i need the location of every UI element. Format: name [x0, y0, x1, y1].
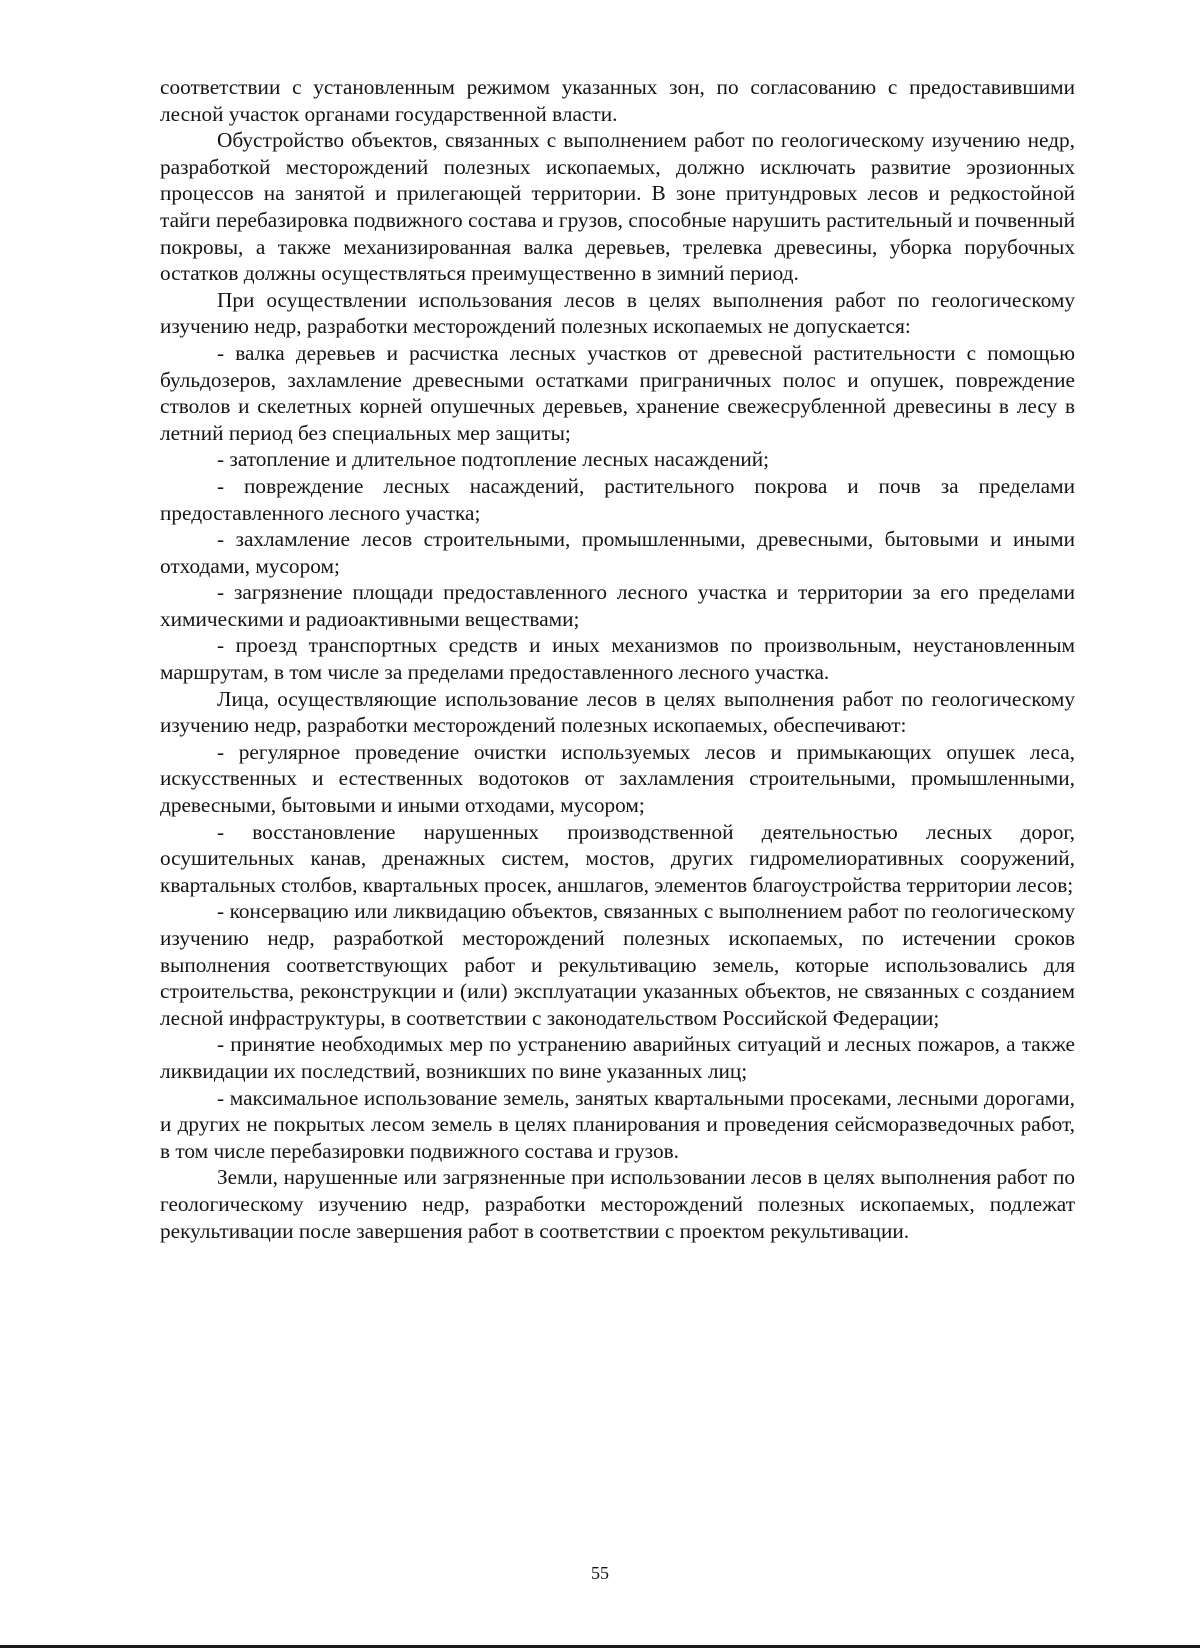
obligation-item-land-use: - максимальное использование земель, занятых квартальными просеками, лесными дорогами, и других не покрытых лесом земель в целях планирования и проведения сейсморазведочных работ, в том числе перебазировки подвижного состава и грузов. [160, 1085, 1075, 1163]
paragraph-facilities-arrangement: Обустройство объектов, связанных с выполнением работ по геологическому изучению недр, разработкой месторождений полезных ископаемых, должно исключать развитие эрозионных процессов на занятой и прилегающей территории. В зоне притундровых лесов и редкостойной тайги перебазировка подвижного состава и грузов, способные нарушить растительный и почвенный покровы, а также механизированная валка деревьев, трелевка древесины, уборка порубочных остатков должны осуществляться преимущественно в зимний период. [160, 128, 1075, 286]
paragraph-continuation: соответствии с установленным режимом указанных зон, по согласованию с предоставившими лесной участок органами государственной власти. [160, 75, 1075, 126]
paragraph-prohibitions-intro: При осуществлении использования лесов в целях выполнения работ по геологическому изучению недр, разработки месторождений полезных ископаемых не допускается: [160, 287, 1075, 339]
prohibition-item-damage: - повреждение лесных насаждений, растительного покрова и почв за пределами предоставленного лесного участка; [160, 473, 1075, 525]
page-number: 55 [591, 1563, 609, 1583]
obligation-item-cleaning: - регулярное проведение очистки используемых лесов и примыкающих опушек леса, искусственных и естественных водотоков от захламления строительными, промышленными, древесными, бытовыми и иными отходами, мусором; [160, 739, 1075, 818]
obligation-item-conservation: - консервацию или ликвидацию объектов, связанных с выполнением работ по геологическому изучению недр, разработкой месторождений полезных ископаемых, по истечении сроков выполнения соответствующих работ и рекультивацию земель, которые использовались для строительства, реконструкции и (или) эксплуатации указанных объектов, не связанных с созданием лесной инфраструктуры, в соответствии с законодательством Российской Федерации; [160, 899, 1075, 1030]
prohibition-item-vehicles: - проезд транспортных средств и иных механизмов по произвольным, неустановленным маршрутам, в том числе за пределами предоставленного лесного участка. [160, 633, 1075, 685]
bottom-rule [0, 1645, 1200, 1648]
prohibition-item-felling: - валка деревьев и расчистка лесных участков от древесной растительности с помощью бульдозеров, захламление древесными остатками приграничных полос и опушек, повреждение стволов и скелетных корней опушечных деревьев, хранение свежесрубленной древесины в лесу в летний период без специальных мер защиты; [160, 340, 1075, 445]
paragraph-obligations-intro: Лица, осуществляющие использование лесов в целях выполнения работ по геологическому изучению недр, разработки месторождений полезных ископаемых, обеспечивают: [160, 686, 1075, 738]
obligation-item-restoration: - восстановление нарушенных производственной деятельностью лесных дорог, осушительных канав, дренажных систем, мостов, других гидромелиоративных сооружений, квартальных столбов, квартальных просек, аншлагов, элементов благоустройства территории лесов; [160, 819, 1075, 897]
obligation-item-emergency: - принятие необходимых мер по устранению аварийных ситуаций и лесных пожаров, а также ликвидации их последствий, возникших по вине указанных лиц; [160, 1032, 1075, 1083]
prohibition-item-littering: - захламление лесов строительными, промышленными, древесными, бытовыми и иными отходами, мусором; [160, 527, 1075, 578]
document-body [160, 74, 1075, 1244]
prohibition-item-pollution: - загрязнение площади предоставленного лесного участка и территории за его пределами химическими и радиоактивными веществами; [160, 580, 1075, 631]
prohibition-item-flooding: - затопление и длительное подтопление лесных насаждений; [217, 447, 770, 472]
paragraph-reclamation: Земли, нарушенные или загрязненные при использовании лесов в целях выполнения работ по геологическому изучению недр, разработки месторождений полезных ископаемых, подлежат рекультивации после завершения работ в соответствии с проектом рекультивации. [160, 1165, 1075, 1243]
